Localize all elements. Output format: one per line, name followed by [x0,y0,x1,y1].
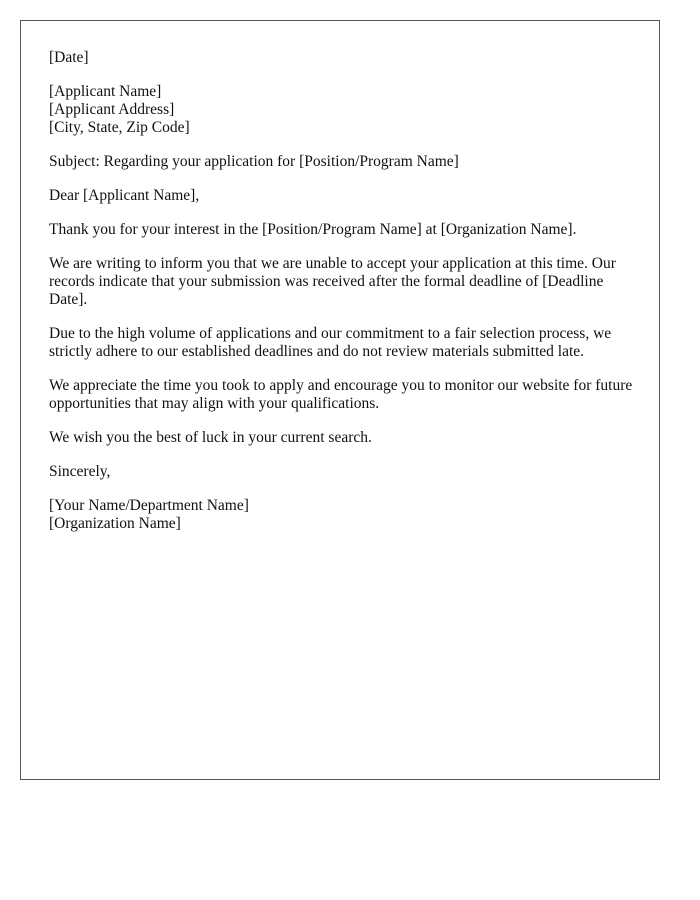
letter-subject: Subject: Regarding your application for [Position/Program Name] [49,153,459,170]
paragraph-policy: Due to the high volume of applications and our commitment to a fair selection process, we strictly adhere to our established deadlines and do not review materials submitted late. [49,325,612,360]
signature-organization: [Organization Name] [49,515,181,532]
letter-body [49,49,639,549]
letter-closing: Sincerely, [49,463,111,480]
paragraph-thank-you: Thank you for your interest in the [Position/Program Name] at [Organization Name]. [49,221,577,238]
recipient-name: [Applicant Name] [49,83,162,100]
recipient-block [49,83,639,137]
letter-date: [Date] [49,49,89,66]
paragraph-decision: We are writing to inform you that we are unable to accept your application at this time. Our records indicate that your submission was received after the formal deadline of [Deadline Date]. [49,255,616,308]
letter-salutation: Dear [Applicant Name], [49,187,200,204]
signature-name-department: [Your Name/Department Name] [49,497,249,514]
signature-block [49,497,639,533]
paragraph-good-luck: We wish you the best of luck in your current search. [49,429,372,446]
recipient-address: [Applicant Address] [49,101,175,118]
paragraph-encouragement: We appreciate the time you took to apply and encourage you to monitor our website for future opportunities that may align with your qualifications. [49,377,633,412]
recipient-city-state-zip: [City, State, Zip Code] [49,119,190,136]
letter-frame [20,20,660,780]
